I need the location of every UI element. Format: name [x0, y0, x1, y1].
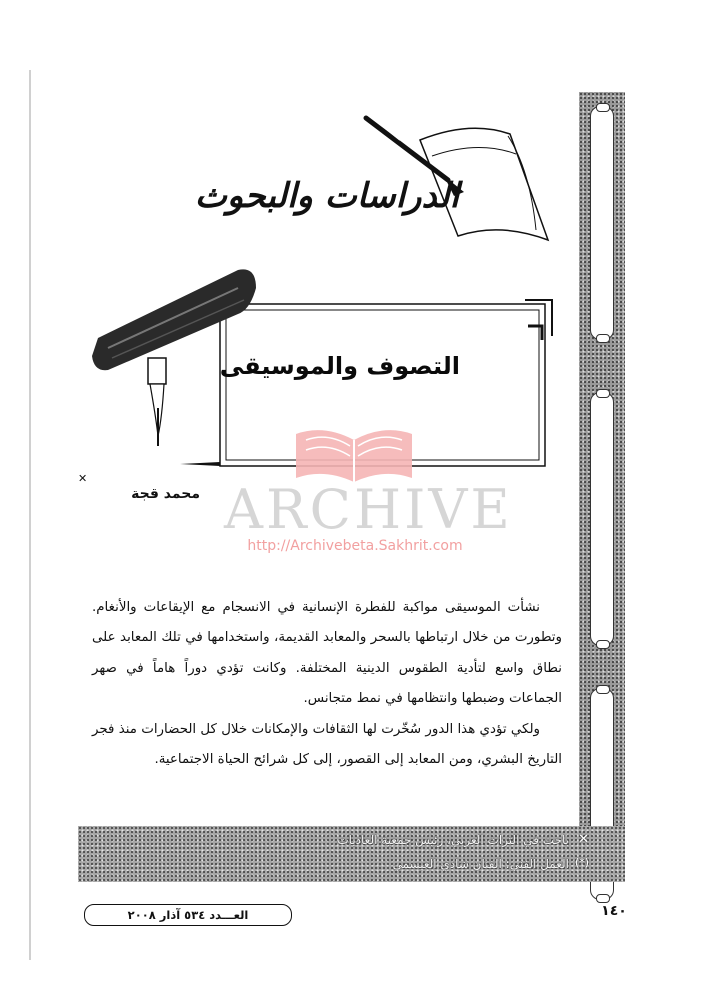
decorative-side-border [579, 92, 625, 882]
article-title: التصوف والموسيقى [219, 352, 460, 380]
footnote-line: باحث في التراث العربي، رئيس جمعية العاديات [337, 833, 569, 847]
issue-label: العـــدد ٥٣٤ آذار ٢٠٠٨ [84, 904, 292, 926]
footnote-marker: ✕ [578, 832, 589, 847]
open-book-watermark-icon [290, 420, 418, 484]
article-body [92, 593, 562, 775]
watermark-text: ARCHIVE [224, 478, 513, 541]
author-name: محمد قجة [131, 486, 200, 502]
border-slot [590, 392, 614, 646]
border-slot [590, 106, 614, 340]
section-title: الدراسات والبحوث [194, 176, 460, 216]
footnote-marker: (*) [574, 856, 589, 869]
footnote-band [78, 826, 625, 882]
author-marker: ✕ [78, 472, 88, 485]
watermark-url: http://Archivebeta.Sakhrit.com [247, 538, 463, 554]
body-paragraph: نشأت الموسيقى مواكبة للفطرة الإنسانية في الانسجام مع الإيقاعات والأنغام. وتطورت من خلال ارتباطها بالسحر والمعابد القديمة، واستخدامها في تلك المعابد على نطاق واسع لتأدية الطقوس الدينية المختلفة. وكانت تؤدي دوراً هاماً في صهر الجماعات وضبطها وانتظامها في نمط متجانس. [92, 600, 562, 707]
footnote-line: العمل الفني: الفنان شادي العيسمي [392, 857, 569, 871]
page-number: ١٤٠ [601, 903, 627, 919]
body-paragraph: ولكي تؤدي هذا الدور سُخّرت لها الثقافات والإمكانات خلال كل الحضارات منذ فجر التاريخ البشري، ومن المعابد إلى القصور، إلى كل شرائح الحياة الاجتماعية. [92, 721, 562, 768]
